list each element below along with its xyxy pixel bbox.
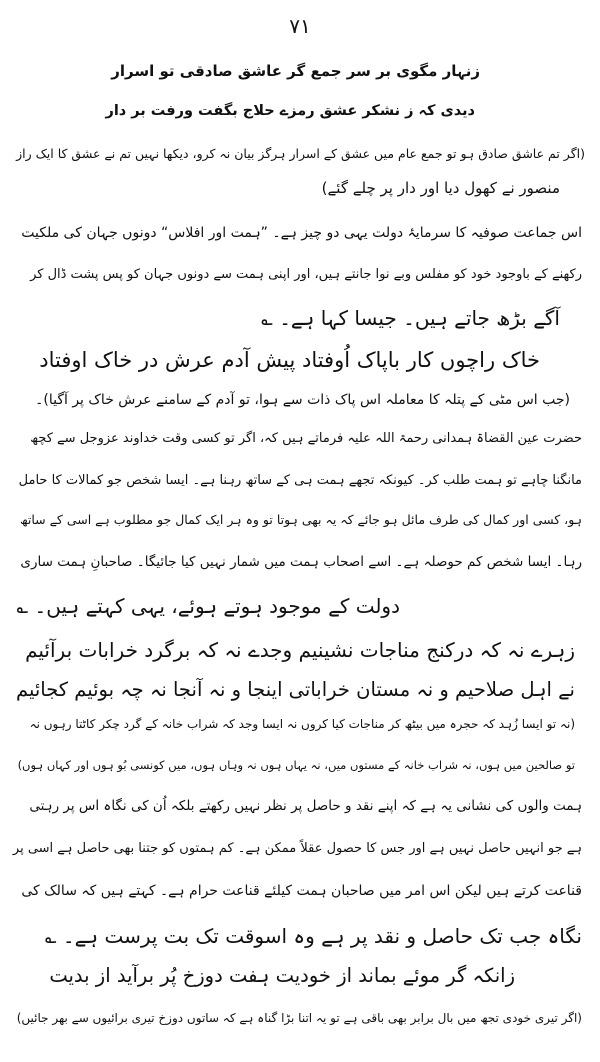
prose-line-3: آگے بڑھ جاتے ہیں۔ جیسا کہا ہے۔ ؎: [261, 306, 560, 330]
couplet-line-1: خاک راچوں کار باپاک اُوفتاد پیش آدم عرش در خاک اوفتاد: [39, 348, 540, 372]
prose-line-8: دولت کے موجود ہوتے ہوئے، یہی کہتے ہیں۔ ؎: [16, 594, 400, 618]
prose-line-7: رہا۔ ایسا شخص کم حوصلہ ہے۔ اسے اصحاب ہمت میں شمار نہیں کیا جائیگا۔ صاحبانِ ہمت ساری: [20, 554, 582, 570]
couplet-line-3: نے اہل صلاحیم و نہ مستان خراباتی اینجا و نہ آنجا نہ چہ بوئیم کجائیم: [15, 678, 575, 701]
prose-line-9: ہمت والوں کی نشانی یہ ہے کہ اپنے نقد و حاصل پر نظر نہیں رکھتے بلکہ اُن کی نگاہ اس پر رہتی: [29, 798, 582, 814]
prose-line-10: ہے جو انہیں حاصل نہیں ہے اور جس کا حصول عقلاً ممکن ہے۔ کم ہمتوں کو جتنا بھی حاصل ہے اسی پر: [12, 841, 582, 856]
prose-line-5: مانگنا چاہے تو ہمت طلب کر۔ کیونکہ تجھے ہمت ہی کے ساتھ رہنا ہے۔ ایسا شخص جو کمالات کا حامل: [18, 473, 582, 488]
translation-line-3: (جب اس مٹی کے پتلہ کا معاملہ اس پاک ذات سے ہوا، تو آدم کے سامنے عرش خاک پر آگیا)۔: [35, 392, 570, 408]
translation-line-4: (نہ تو ایسا زُہد کہ حجرہ میں بیٹھ کر مناجات کیا کروں نہ ایسا وجد کہ شراب خانہ کے گرد چکر کاٹتا رہوں نہ: [29, 717, 575, 731]
couplet-line-2: زہرے نہ کہ درکنج مناجات نشینیم وجدے نہ کہ برگرد خرابات برآئیم: [25, 638, 575, 662]
verse-line-2: دیدی کہ ز نشکر عشق رمزے حلاج بگفت ورفت بر دار: [105, 103, 475, 119]
prose-line-6: ہو، کسی اور کمال کی طرف مائل ہو جائے کہ یہ بھی ہوتا تو وہ ہر ایک کمال جو مطلوب ہے اسی کے ساتھ: [19, 512, 582, 527]
translation-line-2: منصور نے کھول دیا اور دار پر چلے گئے): [321, 179, 560, 197]
prose-line-12: نگاہ جب تک حاصل و نقد پر ہے وہ اسوقت تک بت پرست ہے۔ ؎: [44, 924, 582, 948]
prose-line-4: حضرت عین القضاۃ ہمدانی رحمۃ اللہ علیہ فرماتے ہیں کہ، اگر تو کسی وقت خداوند عزوجل سے کچھ: [30, 431, 582, 446]
couplet-line-4: زانکہ گر موئے بماند از خودیت ہفت دوزخ پُر برآید از بدیت: [49, 964, 515, 987]
prose-line-11: قناعت کرتے ہیں لیکن اس امر میں صاحبان ہمت کیلئے قناعت حرام ہے۔ کہتے ہیں کہ سالک کی: [21, 883, 582, 899]
translation-line-5: تو صالحین میں ہوں، نہ شراب خانہ کے مستوں میں، نہ یہاں ہوں نہ وہاں ہوں، میں کونسی بُو ہوں اور کہاں ہوں): [17, 758, 575, 772]
translation-line-1: (اگر تم عاشق صادق ہو تو جمع عام میں عشق کے اسرار ہرگز بیان نہ کرو، دیکھا نہیں تم نے عشق کا ایک راز: [16, 146, 585, 161]
verse-line-1: زنہار مگوی بر سر جمع گر عاشق صادقی تو اسرار: [111, 62, 480, 80]
prose-line-2: رکھنے کے باوجود خود کو مفلس وبے نوا جانتے ہیں، اور اپنی ہمت سے دونوں جہان کو پس پشت ڈال کر: [30, 267, 582, 282]
prose-line-1: اس جماعت صوفیہ کا سرمایۂ دولت یہی دو چیز ہے۔ ”ہمت اور افلاس“ دونوں جہان کی ملکیت: [21, 225, 582, 241]
page-number: ۷۱: [289, 14, 311, 38]
translation-line-6: (اگر تیری خودی تجھ میں بال برابر بھی باقی ہے تو یہ اتنا بڑا گناہ ہے کہ ساتوں دوزخ تیری برائیوں سے بھر جائیں): [16, 1011, 582, 1025]
